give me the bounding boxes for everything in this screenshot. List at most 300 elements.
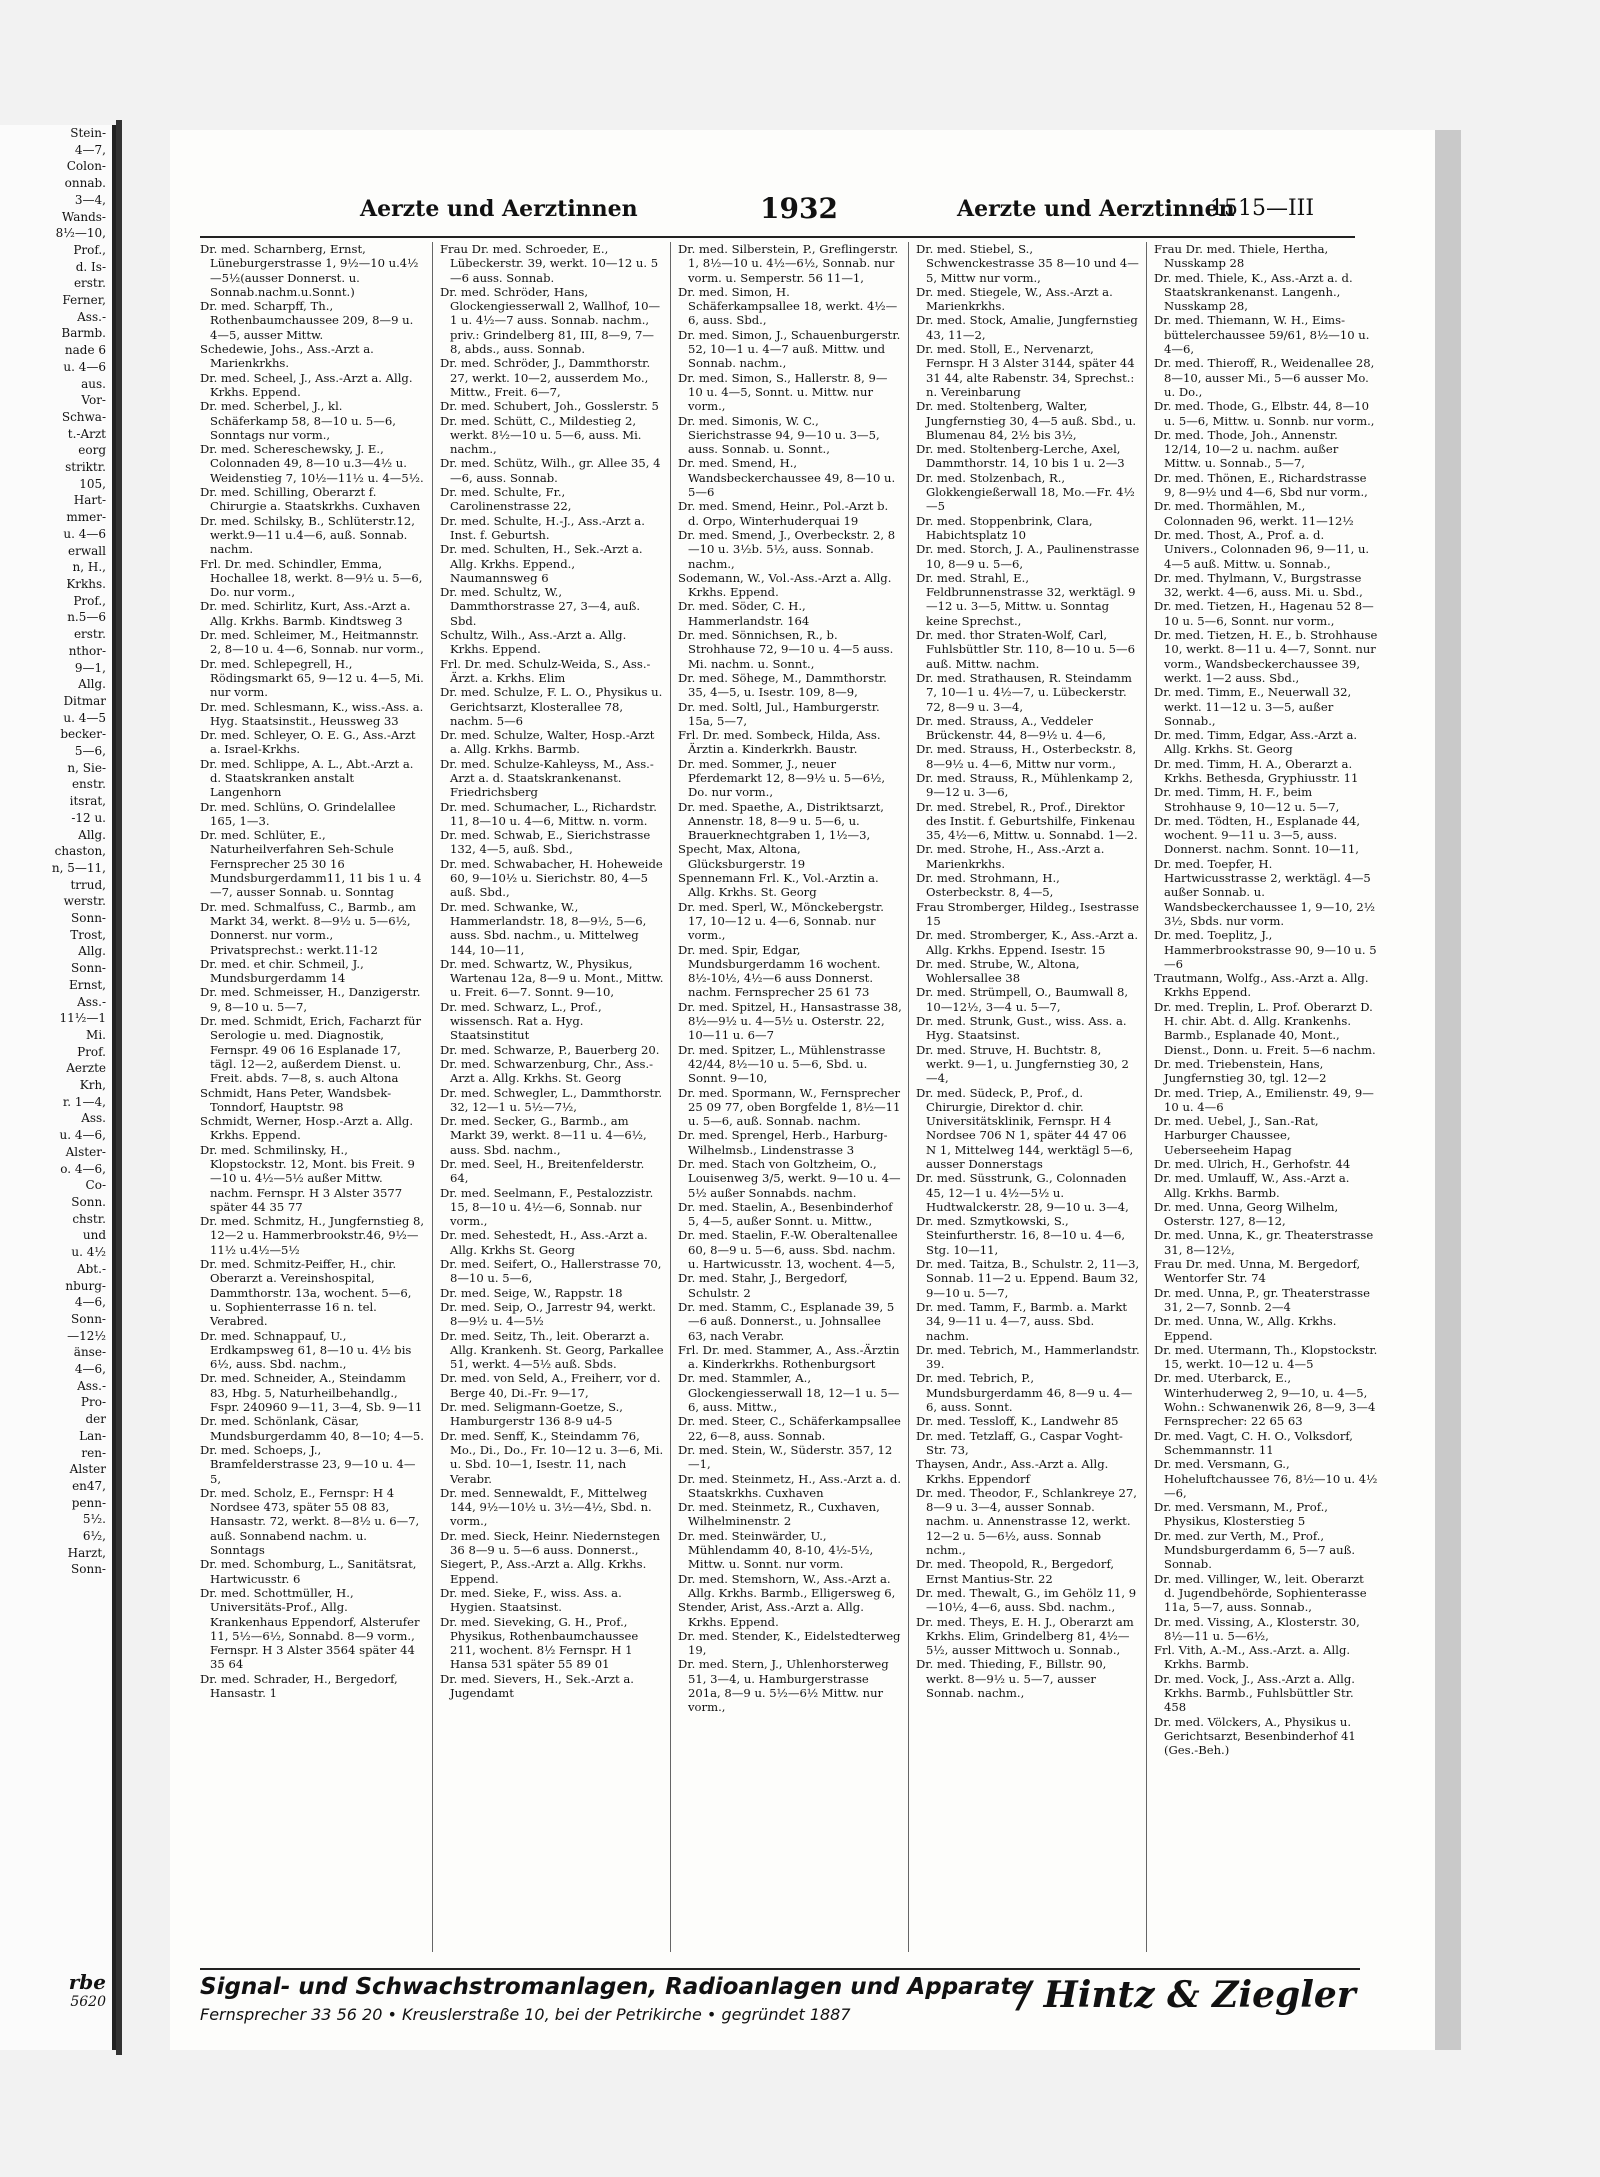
directory-entry: Schedewie, Johs., Ass.-Arzt a. Marienkrkhs. bbox=[200, 342, 374, 371]
directory-entry: Dr. med. Treplin, L. Prof. Oberarzt D. H. chir. Abt. d. Allg. Krankenhs. Barmb., Esplanade 40, Mont., Dienst., Donn. u. Freit. 5—6 nachm. bbox=[1154, 999, 1376, 1057]
directory-entry: Dr. med. Thode, Joh., Annenstr. 12/14, 10—2 u. nachm. außer Mittw. u. Sonnab., 5—7, bbox=[1154, 427, 1339, 471]
left-page-line: Ass.- bbox=[77, 309, 106, 324]
left-page-line: n, Sie- bbox=[67, 760, 106, 775]
directory-entry: Dr. med. Tietzen, H. E., b. Strohhause 10, werkt. 8—11 u. 4—7, Sonnt. nur vorm., Wandsbeckerchaussee 39, werkt. 1—2 auss. Sbd., bbox=[1154, 628, 1378, 685]
directory-entry: Frau Dr. med. Unna, M. Bergedorf, Wentorfer Str. 74 bbox=[1154, 1257, 1361, 1286]
directory-entry: Dr. med. Strathausen, R. Steindamm 7, 10—1 u. 4½—7, u. Lübeckerstr. 72, 8—9 u. 3—4, bbox=[916, 670, 1132, 714]
left-page-line: n, 5—11, bbox=[51, 860, 106, 875]
directory-entry: Dr. med. Thieding, F., Billstr. 90, werkt. 8—9½ u. 5—7, ausser Sonnab. nachm., bbox=[916, 1657, 1107, 1700]
left-page-line: onnab. bbox=[64, 176, 106, 191]
left-page-line: itsrat, bbox=[69, 794, 106, 809]
left-page-line: Krh, bbox=[79, 1078, 106, 1093]
directory-entry: Dr. med. Strahl, E., Feldbrunnenstrasse 32, werktägl. 9—12 u. 3—5, Mittw. u. Sonntag keine Sprechst., bbox=[916, 570, 1136, 628]
directory-entry: Dr. med. Schröder, J., Dammthorstr. 27, werkt. 10—2, ausserdem Mo., Mittw., Freit. 6—7, bbox=[440, 356, 651, 399]
directory-entry: Dr. med. von Seld, A., Freiherr, vor d. Berge 40, Di.-Fr. 9—17, bbox=[440, 1371, 661, 1400]
left-page-line: -12 u. bbox=[71, 810, 106, 825]
directory-entry: Dr. med. Triebenstein, Hans, Jungfernstieg 30, tgl. 12—2 bbox=[1154, 1056, 1327, 1086]
directory-entry: Dr. med. Schulze, F. L. O., Physikus u. Gerichtsarzt, Klosterallee 78, nachm. 5—6 bbox=[440, 685, 663, 728]
directory-entry: Dr. med. Umlauff, W., Ass.-Arzt a. Allg. Krkhs. Barmb. bbox=[1154, 1171, 1350, 1200]
directory-entry: Dr. med. Süsstrunk, G., Colonnaden 45, 12—1 u. 4½—5½ u. Hudtwalckerstr. 28, 9—10 u. 3—4, bbox=[916, 1171, 1129, 1214]
directory-entry: Dr. med. Schultz, W., Dammthorstrasse 27, 3—4, auß. Sbd. bbox=[440, 585, 641, 628]
left-page-line: u. 4—6 bbox=[63, 359, 106, 374]
directory-entry: Dr. med. Sievers, H., Sek.-Arzt a. Jugendamt bbox=[440, 1671, 634, 1700]
directory-entry: Dr. med. Sperl, W., Mönckebergstr. 17, 10—12 u. 4—6, Sonnab. nur vorm., bbox=[678, 899, 884, 943]
directory-entry: Dr. med. zur Verth, M., Prof., Mundsburgerdamm 6, 5—7 auß. Sonnab. bbox=[1154, 1528, 1356, 1572]
left-page-line: en47, bbox=[72, 1478, 106, 1493]
directory-entry: Dr. med. Thewalt, G., im Gehölz 11, 9—10½, 4—6, auss. Sbd. nachm., bbox=[916, 1585, 1137, 1615]
left-page-fragment bbox=[0, 125, 116, 2050]
directory-entry: Dr. med. Scharnberg, Ernst, Lüneburgerstrasse 1, 9½—10 u.4½—5½(ausser Donnerst. u. Sonnab.nachm.u.Sonnt.) bbox=[200, 242, 419, 299]
directory-entry: Dr. med. Schmeisser, H., Danzigerstr. 9, 8—10 u. 5—7, bbox=[200, 985, 421, 1014]
directory-entry: Dr. med. Thiele, K., Ass.-Arzt a. d. Staatskrankenanst. Langenh., Nusskamp 28, bbox=[1154, 270, 1353, 314]
directory-entry: Dr. med. Secker, G., Barmb., am Markt 39, werkt. 8—11 u. 4—6½, auss. Sbd. nachm., bbox=[440, 1114, 647, 1157]
directory-entry: Dr. med. Söder, C. H., Hammerlandstr. 164 bbox=[678, 599, 810, 628]
directory-entry: Dr. med. Thieroff, R., Weidenallee 28, 8—10, ausser Mi., 5—6 ausser Mo. u. Do., bbox=[1154, 356, 1375, 399]
left-page-line: Lan- bbox=[79, 1428, 106, 1443]
directory-entry: Dr. med. Simon, J., Schauenburgerstr. 52, 10—1 u. 4—7 auß. Mittw. und Sonnab. nachm., bbox=[678, 327, 901, 371]
directory-entry: Dr. med. Tamm, F., Barmb. a. Markt 34, 9—11 u. 4—7, auss. Sbd. nachm. bbox=[916, 1299, 1128, 1343]
left-page-line: der bbox=[85, 1412, 106, 1427]
directory-entry: Dr. med. Strunk, Gust., wiss. Ass. a. Hyg. Staatsinst. bbox=[916, 1014, 1127, 1043]
ad-contact-line: Fernsprecher 33 56 20 • Kreuslerstraße 10, bei der Petrikirche • gegründet 1887 bbox=[200, 2005, 851, 2024]
left-page-line: änse- bbox=[73, 1345, 106, 1360]
column-divider bbox=[432, 242, 433, 1952]
directory-entry: Dr. med. Silberstein, P., Greflingerstr. 1, 8½—10 u. 4½—6½, Sonnab. nur vorm. u. Semperstr. 56 11—1, bbox=[678, 242, 899, 285]
directory-entry: Dr. med. Stender, K., Eidelstedterweg 19, bbox=[678, 1628, 901, 1658]
directory-entry: Dr. med. Thode, G., Elbstr. 44, 8—10 u. 5—6, Mittw. u. Sonnb. nur vorm., bbox=[1154, 399, 1375, 428]
directory-entry: Dr. med. Sommer, J., neuer Pferdemarkt 12, 8—9½ u. 5—6½, Do. nur vorm., bbox=[678, 756, 886, 800]
left-page-line: Sonn- bbox=[71, 961, 106, 976]
directory-entry: Dr. med. Timm, E., Neuerwall 32, werkt. 11—12 u. 3—5, außer Sonnab., bbox=[1154, 685, 1352, 728]
directory-entry: Dr. med. Schmidt, Erich, Facharzt für Serologie u. med. Diagnostik, Fernspr. 49 06 16 Esplanade 17, tägl. 12—2, außerdem Dienst. u. Freit. abds. 7—8, s. auch Altona bbox=[200, 1014, 422, 1086]
directory-entry: Dr. med. Schirlitz, Kurt, Ass.-Arzt a. Allg. Krkhs. Barmb. Kindtsweg 3 bbox=[200, 599, 411, 628]
directory-entry: Dr. med. Völckers, A., Physikus u. Gerichtsarzt, Besenbinderhof 41 (Ges.-Beh.) bbox=[1154, 1714, 1356, 1758]
left-page-line: enstr. bbox=[71, 777, 106, 792]
directory-entry: Dr. med. Spitzel, H., Hansastrasse 38, 8½—9½ u. 4—5½ u. Osterstr. 22, 10—11 u. 6—7 bbox=[678, 999, 902, 1043]
directory-entry: Dr. med. Taitza, B., Schulstr. 2, 11—3, Sonnab. 11—2 u. Eppend. Baum 32, 9—10 u. 5—7, bbox=[916, 1257, 1140, 1300]
directory-entry: Dr. med. Thormählen, M., Colonnaden 96, werkt. 11—12½ bbox=[1154, 499, 1354, 528]
left-page-line: und bbox=[82, 1228, 106, 1243]
directory-entry: Dr. med. Schwab, E., Sierichstrasse 132, 4—5, auß. Sbd., bbox=[440, 828, 651, 857]
column-1 bbox=[200, 242, 424, 1957]
left-page-line: Ferner, bbox=[62, 293, 106, 308]
column-3 bbox=[678, 242, 902, 1957]
directory-entry: Dr. med. Tebrich, P., Mundsburgerdamm 46, 8—9 u. 4—6, auss. Sonnt. bbox=[916, 1371, 1133, 1415]
directory-entry: Dr. med. Sprengel, Herb., Harburg-Wilhelmsb., Lindenstrasse 3 bbox=[678, 1128, 888, 1157]
directory-entry: Dr. med. Unna, Georg Wilhelm, Osterstr. 127, 8—12, bbox=[1154, 1199, 1339, 1229]
left-page-line: Stein- bbox=[70, 126, 106, 140]
directory-entry: Dr. med. Sehestedt, H., Ass.-Arzt a. Allg. Krkhs St. Georg bbox=[440, 1228, 648, 1257]
directory-entry: Dr. med. Schilling, Oberarzt f. Chirurgie a. Staatskrkhs. Cuxhaven bbox=[200, 485, 421, 514]
directory-entry: Dr. med. Sennewaldt, F., Mittelweg 144, 9½—10½ u. 3½—4½, Sbd. n. vorm., bbox=[440, 1485, 652, 1529]
directory-entry: Dr. med. Stock, Amalie, Jungfernstieg 43, 11—2, bbox=[916, 313, 1138, 342]
directory-entry: Dr. med. Versmann, M., Prof., Physikus, Klosterstieg 5 bbox=[1154, 1500, 1328, 1529]
directory-entry: Dr. med. Schulze-Kahleyss, M., Ass.-Arzt a. d. Staatskrankenanst. Friedrichsberg bbox=[440, 756, 654, 800]
directory-entry: Dr. med. Strohmann, H., Osterbeckstr. 8, 4—5, bbox=[916, 871, 1060, 900]
left-page-line: nthor- bbox=[68, 643, 106, 658]
left-page-line: u. 4—6 bbox=[63, 526, 106, 541]
directory-entry: Dr. med. Staelin, A., Besenbinderhof 5, 4—5, außer Sonnt. u. Mittw., bbox=[678, 1199, 893, 1229]
directory-entry: Dr. med. Stoltenberg-Lerche, Axel, Dammthorstr. 14, 10 bis 1 u. 2—3 bbox=[916, 442, 1125, 471]
directory-entry: Dr. med. Smend, J., Overbeckstr. 2, 8—10 u. 3½b. 5½, auss. Sonnab. nachm., bbox=[678, 527, 896, 571]
left-page-line: nade 6 bbox=[64, 343, 106, 358]
left-page-line: 9—1, bbox=[74, 660, 106, 675]
directory-entry: Dr. med. Schwabacher, H. Hoheweide 60, 9—10½ u. Sierichstr. 80, 4—5 auß. Sbd., bbox=[440, 856, 663, 900]
directory-entry: Dr. med. Sieke, F., wiss. Ass. a. Hygien. Staatsinst. bbox=[440, 1585, 622, 1615]
directory-entry: Dr. med. Schwegler, L., Dammthorstr. 32, 12—1 u. 5½—7½, bbox=[440, 1085, 663, 1114]
directory-entry: Dr. med. Schütt, C., Mildestieg 2, werkt. 8½—10 u. 5—6, auss. Mi. nachm., bbox=[440, 413, 642, 457]
directory-entry: Dr. med. Unna, P., gr. Theaterstrasse 31, 2—7, Sonnb. 2—4 bbox=[1154, 1285, 1370, 1314]
directory-entry: Dr. med. Schrader, H., Bergedorf, Hansastr. 1 bbox=[200, 1671, 398, 1700]
directory-entry: Dr. med. Schomburg, L., Sanitätsrat, Hartwicusstr. 6 bbox=[200, 1557, 417, 1586]
directory-entry: Dr. med. Theodor, F., Schlankreye 27, 8—9 u. 3—4, ausser Sonnab. nachm. u. Annenstrasse 12, werkt. 12—2 u. 5—6½, auss. Sonnab nchm., bbox=[916, 1485, 1137, 1558]
left-page-line: 4—6, bbox=[74, 1295, 106, 1310]
directory-entry: Dr. med. Strauss, A., Veddeler Brückenstr. 44, 8—9½ u. 4—6, bbox=[916, 713, 1106, 743]
directory-entry: Dr. med. Stoltenberg, Walter, Jungfernstieg 30, 4—5 auß. Sbd., u. Blumenau 84, 2½ bis 3½, bbox=[916, 399, 1137, 442]
left-page-footer bbox=[0, 1970, 112, 2010]
directory-entry: Dr. med. Tietzen, H., Hagenau 52 8—10 u. 5—6, Sonnt. nur vorm., bbox=[1154, 599, 1374, 628]
left-page-line: striktr. bbox=[65, 460, 106, 475]
left-page-line: 5—6, bbox=[74, 744, 106, 759]
directory-entry: Dr. med. Versmann, G., Hoheluftchaussee 76, 8½—10 u. 4½—6, bbox=[1154, 1457, 1378, 1500]
directory-entry: Dr. med. Seelmann, F., Pestalozzistr. 15, 8—10 u. 4½—6, Sonnab. nur vorm., bbox=[440, 1185, 654, 1229]
left-page-line: Alster- bbox=[65, 1144, 106, 1159]
header-left-title: Aerzte und Aerztinnen bbox=[360, 196, 638, 222]
directory-entry: Dr. med. Scherbel, J., kl. Schäferkamp 58, 8—10 u. 5—6, Sonntags nur vorm., bbox=[200, 399, 396, 442]
directory-entry: Dr. med. Seitz, Th., leit. Oberarzt a. Allg. Krankenh. St. Georg, Parkallee 51, werkt. 4—5½ auß. Sbds. bbox=[440, 1328, 664, 1372]
left-page-line: u. 4—6, bbox=[59, 1128, 106, 1143]
directory-entry: Dr. med. Schereschewsky, J. E., Colonnaden 49, 8—10 u.3—4½ u. Weidenstieg 7, 10½—11½ u. 4—5½. bbox=[200, 442, 424, 485]
left-page-line: Hart- bbox=[73, 493, 106, 508]
directory-entry: Dr. med. Senff, K., Steindamm 76, Mo., Di., Do., Fr. 10—12 u. 3—6, Mi. u. Sbd. 10—1, Isestr. 11, nach Verabr. bbox=[440, 1428, 664, 1486]
page-edge bbox=[1435, 130, 1461, 2050]
directory-entry: Dr. med. Uebel, J., San.-Rat, Harburger Chaussee, Ueberseeheim Hapag bbox=[1154, 1114, 1319, 1157]
directory-entry: Dr. med. Stromberger, K., Ass.-Arzt a. Allg. Krkhs. Eppend. Isestr. 15 bbox=[916, 928, 1139, 957]
left-page-line: mmer- bbox=[66, 510, 106, 525]
directory-entry: Dr. med. Timm, H. F., beim Strohhause 9, 10—12 u. 5—7, bbox=[1154, 785, 1340, 814]
left-page-line: Barmb. bbox=[61, 326, 106, 341]
column-divider bbox=[908, 242, 909, 1952]
directory-entry: Dr. med. Sieck, Heinr. Niedernstegen 36 8—9 u. 5—6 auss. Donnerst., bbox=[440, 1528, 660, 1558]
directory-entry: Dr. med. Strauss, R., Mühlenkamp 2, 9—12 u. 3—6, bbox=[916, 770, 1134, 800]
directory-entry: Dr. med. Tessloff, K., Landwehr 85 bbox=[916, 1414, 1119, 1429]
directory-entry: Dr. med. Steinmetz, R., Cuxhaven, Wilhelminenstr. 2 bbox=[678, 1500, 880, 1529]
left-page-line: penn- bbox=[71, 1495, 106, 1510]
directory-entry: Dr. med. Stammler, A., Glockengiesserwall 18, 12—1 u. 5—6, auss. Mittw., bbox=[678, 1371, 900, 1415]
left-page-line: Vor- bbox=[81, 393, 106, 408]
directory-entry: Dr. med. Tetzlaff, G., Caspar Voght-Str. 73, bbox=[916, 1428, 1123, 1457]
ad-headline: Signal- und Schwachstromanlagen, Radioanlagen und Apparate bbox=[200, 1974, 1028, 2000]
directory-entry: Dr. med. Strümpell, O., Baumwall 8, 10—12½, 3—4 u. 5—7, bbox=[916, 985, 1129, 1014]
left-page-line: erwall bbox=[68, 543, 106, 558]
directory-entry: Dr. med. Stahr, J., Bergedorf, Schulstr. 2 bbox=[678, 1271, 848, 1300]
left-page-line: u. 4—5 bbox=[63, 710, 106, 725]
directory-entry: Dr. med. Unna, K., gr. Theaterstrasse 31, 8—12½, bbox=[1154, 1228, 1374, 1257]
directory-entry: Dr. med. Scharpff, Th., Rothenbaumchaussee 209, 8—9 u. 4—5, ausser Mittw. bbox=[200, 299, 414, 342]
directory-entry: Dr. med. Schleimer, M., Heitmannstr. 2, 8—10 u. 4—6, Sonnab. nur vorm., bbox=[200, 628, 424, 657]
left-page-line: 105, bbox=[79, 476, 106, 491]
left-page-line: Colon- bbox=[66, 159, 106, 174]
left-page-line: Sonn- bbox=[71, 1562, 106, 1577]
left-page-line: Trost, bbox=[70, 927, 106, 942]
directory-entry: Dr. med. Seel, H., Breitenfelderstr. 64, bbox=[440, 1157, 645, 1186]
directory-entry: Dr. med. Schilsky, B., Schlüterstr.12, werkt.9—11 u.4—6, auß. Sonnab. nachm. bbox=[200, 513, 415, 557]
directory-entry: Dr. med. Schleyer, O. E. G., Ass.-Arzt a. Israel-Krkhs. bbox=[200, 728, 416, 757]
left-page-line: ren- bbox=[81, 1445, 106, 1460]
left-page-line: Sonn. bbox=[71, 1195, 106, 1209]
left-page-line: aus. bbox=[81, 376, 106, 391]
left-page-line: 3—4, bbox=[74, 192, 106, 207]
directory-columns bbox=[200, 242, 1378, 1957]
directory-entry: Dr. med. Sieveking, G. H., Prof., Physikus, Rothenbaumchaussee 211, wochent. 8½ Fernspr. H 1 Hansa 531 später 55 89 01 bbox=[440, 1614, 639, 1672]
directory-entry: Dr. med. Schneider, A., Steindamm 83, Hbg. 5, Naturheilbehandlg., Fspr. 240960 9—11, 3—4, Sb. 9—11 bbox=[200, 1371, 423, 1415]
left-page-line: 4—7, bbox=[74, 142, 106, 157]
directory-entry: Dr. med. Schlippe, A. L., Abt.-Arzt a. d. Staatskranken anstalt Langenhorn bbox=[200, 756, 414, 800]
directory-entry: Dr. med. Schwanke, W., Hammerlandstr. 18, 8—9½, 5—6, auss. Sbd. nachm., u. Mittelweg 144, 10—11, bbox=[440, 899, 647, 957]
directory-entry: Dr. med. Stach von Goltzheim, O., Louisenweg 3/5, werkt. 9—10 u. 4—5½ außer Sonnabds. nachm. bbox=[678, 1157, 901, 1200]
directory-entry: Dr. med. Schubert, Joh., Gosslerstr. 5 bbox=[440, 399, 659, 414]
left-page-line: Wands- bbox=[61, 209, 106, 224]
directory-entry: Siegert, P., Ass.-Arzt a. Allg. Krkhs. Eppend. bbox=[440, 1557, 647, 1586]
left-page-line: Ass.- bbox=[77, 994, 106, 1009]
directory-entry: Dr. med. Vagt, C. H. O., Volksdorf, Schemmannstr. 11 bbox=[1154, 1428, 1353, 1457]
left-footer-line: 5620 bbox=[70, 1994, 106, 2010]
directory-entry: Frl. Dr. med. Stammer, A., Ass.-Ärztin a. Kinderkrkhs. Rothenburgsort bbox=[678, 1342, 900, 1372]
directory-entry: Dr. med. Seifert, O., Hallerstrasse 70, 8—10 u. 5—6, bbox=[440, 1257, 662, 1286]
left-page-line: Prof. bbox=[77, 1044, 106, 1059]
left-page-line: Prof., bbox=[73, 242, 106, 257]
left-page-line: chstr. bbox=[72, 1211, 106, 1226]
header-page-number: 1515—III bbox=[1210, 196, 1315, 221]
directory-entry: Dr. med. Strauss, H., Osterbeckstr. 8, 8—9½ u. 4—6, Mittw nur vorm., bbox=[916, 742, 1137, 771]
directory-entry: Dr. med. Szmytkowski, S., Steinfurtherstr. 16, 8—10 u. 4—6, Stg. 10—11, bbox=[916, 1214, 1126, 1257]
directory-entry: Dr. med. Tebrich, M., Hammerlandstr. 39. bbox=[916, 1342, 1140, 1372]
footer-advertisement bbox=[200, 1968, 1360, 2030]
left-page-line: Allg. bbox=[78, 944, 106, 959]
directory-entry: Dr. med. Schwarz, L., Prof., wissensch. Rat a. Hyg. Staatsinstitut bbox=[440, 999, 602, 1043]
directory-entry: Schultz, Wilh., Ass.-Arzt a. Allg. Krkhs. Eppend. bbox=[440, 628, 627, 657]
directory-entry: Dr. med. Schlüns, O. Grindelallee 165, 1—3. bbox=[200, 799, 396, 828]
directory-entry: Dr. med. Timm, H. A., Oberarzt a. Krkhs. Bethesda, Gryphiusstr. 11 bbox=[1154, 756, 1359, 785]
column-5 bbox=[1154, 242, 1378, 1957]
directory-entry: Dr. med. Schlüter, E., Naturheilverfahren Seh-Schule Fernsprecher 25 30 16 Mundsburgerdamm11, 11 bis 1 u. 4—7, ausser Sonnab. u. Sonntag bbox=[200, 828, 422, 900]
directory-entry: Schmidt, Hans Peter, Wandsbek-Tonndorf, Hauptstr. 98 bbox=[200, 1085, 392, 1114]
directory-entry: Dr. med. Theopold, R., Bergedorf, Ernst Mantius-Str. 22 bbox=[916, 1557, 1115, 1586]
directory-entry: Dr. med. Südeck, P., Prof., d. Chirurgie, Direktor d. chir. Universitätsklinik, Fernspr. H 4 Nordsee 706 N 1, später 44 47 06 N 1, Mittelweg 144, werktägl 5—6, ausser Donnerstags bbox=[916, 1085, 1134, 1171]
directory-entry: Dr. med. Stiegele, W., Ass.-Arzt a. Marienkrkhs. bbox=[916, 284, 1113, 314]
directory-entry: Frl. Dr. med. Schindler, Emma, Hochallee 18, werkt. 8—9½ u. 5—6, Do. nur vorm., bbox=[200, 556, 423, 600]
left-page-line: u. 4½ bbox=[71, 1245, 106, 1260]
directory-entry: Stender, Arist, Ass.-Arzt a. Allg. Krkhs. Eppend. bbox=[678, 1600, 864, 1629]
directory-entry: Dr. med. Spormann, W., Fernsprecher 25 09 77, oben Borgfelde 1, 8½—11 u. 5—6, auß. Sonnab. nachm. bbox=[678, 1085, 901, 1129]
column-2 bbox=[440, 242, 664, 1957]
directory-entry: Frau Dr. med. Schroeder, E., Lübeckerstr. 39, werkt. 10—12 u. 5—6 auss. Sonnab. bbox=[440, 242, 659, 285]
left-page-line: n, H., bbox=[72, 560, 106, 575]
left-page-line: Ditmar bbox=[63, 693, 106, 708]
left-page-line: Sonn- bbox=[71, 1311, 106, 1326]
directory-entry: Dr. med. Schmitz-Peiffer, H., chir. Oberarzt a. Vereinshospital, Dammthorstr. 13a, wochent. 5—6, u. Sophienterrasse 16 n. tel. Verabred. bbox=[200, 1257, 412, 1329]
directory-entry: Dr. med. Strebel, R., Prof., Direktor des Instit. f. Geburtshilfe, Finkenau 35, 4½—6, Mittw. u. Sonnabd. 1—2. bbox=[916, 799, 1138, 843]
left-page-line: —12½ bbox=[67, 1328, 106, 1343]
left-page-line: nburg- bbox=[65, 1278, 106, 1293]
header-right-title: Aerzte und Aerztinnen bbox=[957, 196, 1235, 222]
directory-entry: Dr. med. Spaethe, A., Distriktsarzt, Annenstr. 18, 8—9 u. 5—6, u. Brauerknechtgraben 1, 1½—3, bbox=[678, 799, 884, 843]
directory-entry: Dr. med. Stiebel, S., Schwenckestrasse 35 8—10 und 4—5, Mittw nur vorm., bbox=[916, 242, 1139, 285]
directory-entry: Dr. med. Seligmann-Goetze, S., Hamburgerstr 136 8-9 u4-5 bbox=[440, 1400, 623, 1429]
directory-entry: Dr. med. Stern, J., Uhlenhorsterweg 51, 3—4, u. Hamburgerstrasse 201a, 8—9 u. 5½—6½ Mittw. nur vorm., bbox=[678, 1657, 889, 1715]
directory-entry: Spennemann Frl. K., Vol.-Arztin a. Allg. Krkhs. St. Georg bbox=[678, 871, 879, 900]
directory-entry: Dr. med. Vissing, A., Klosterstr. 30, 8½—11 u. 5—6½, bbox=[1154, 1614, 1360, 1643]
left-page-line: erstr. bbox=[73, 627, 106, 642]
left-page-line: Alster bbox=[69, 1462, 106, 1477]
left-page-line: eorg bbox=[78, 443, 106, 458]
directory-entry: Sodemann, W., Vol.-Ass.-Arzt a. Allg. Krkhs. Eppend. bbox=[678, 570, 892, 600]
directory-entry: Frl. Vith, A.-M., Ass.-Arzt. a. Allg. Krkhs. Barmb. bbox=[1154, 1643, 1351, 1672]
left-page-line: Prof., bbox=[73, 593, 106, 608]
directory-entry: Dr. med. Thönen, E., Richardstrasse 9, 8—9½ und 4—6, Sbd nur vorm., bbox=[1154, 470, 1368, 500]
left-page-line: Aerzte bbox=[66, 1061, 106, 1076]
directory-entry: Dr. med. Schlepegrell, H., Rödingsmarkt 65, 9—12 u. 4—5, Mi. nur vorm. bbox=[200, 656, 424, 700]
directory-entry: Dr. med. Villinger, W., leit. Oberarzt d. Jugendbehörde, Sophienterasse 11a, 5—7, auss. Sonnab., bbox=[1154, 1571, 1367, 1615]
directory-entry: Dr. med. thor Straten-Wolf, Carl, Fuhlsbüttler Str. 110, 8—10 u. 5—6 auß. Mittw. nachm. bbox=[916, 628, 1135, 671]
directory-entry: Dr. med. Struve, H. Buchtstr. 8, werkt. 9—1, u. Jungfernstieg 30, 2—4, bbox=[916, 1042, 1129, 1086]
directory-entry: Dr. med. Schmalfuss, C., Barmb., am Markt 34, werkt. 8—9½ u. 5—6½, Donnerst. nur vorm., Privatsprechst.: werkt.11-12 bbox=[200, 899, 416, 957]
left-page-line: 6½, bbox=[82, 1529, 106, 1544]
left-page-line: 8½—10, bbox=[55, 226, 106, 241]
directory-entry: Dr. med. Smend, H., Wandsbeckerchaussee 49, 8—10 u. 5—6 bbox=[678, 456, 896, 500]
directory-entry: Frau Stromberger, Hildeg., Isestrasse 15 bbox=[916, 899, 1140, 928]
directory-entry: Specht, Max, Altona, Glücksburgerstr. 19 bbox=[678, 842, 806, 871]
directory-entry: Dr. med. Schnappauf, U., Erdkampsweg 61, 8—10 u. 4½ bis 6½, auss. Sbd. nachm., bbox=[200, 1328, 412, 1372]
left-page-line: werstr. bbox=[63, 894, 106, 909]
left-page-line: Krkhs. bbox=[66, 576, 106, 591]
directory-entry: Dr. med. Simonis, W. C., Sierichstrasse 94, 9—10 u. 3—5, auss. Sonnab. u. Sonnt., bbox=[678, 413, 880, 457]
directory-entry: Dr. med. Triep, A., Emilienstr. 49, 9—10 u. 4—6 bbox=[1154, 1085, 1374, 1114]
directory-entry: Dr. med. Scheel, J., Ass.-Arzt a. Allg. Krkhs. Eppend. bbox=[200, 370, 413, 399]
directory-entry: Dr. med. Toepfer, H. Hartwicusstrasse 2, werktägl. 4—5 außer Sonnab. u. Wandsbeckerchaussee 1, 9—10, 2½ 3½, Sbds. nur vorm. bbox=[1154, 856, 1375, 928]
directory-entry: Dr. med. Tödten, H., Esplanade 44, wochent. 9—11 u. 3—5, auss. Donnerst. nachm. Sonnt. 10—11, bbox=[1154, 813, 1361, 857]
ad-brand-name: / Hintz & Ziegler bbox=[1018, 1974, 1356, 2016]
left-page-line: Sonn- bbox=[71, 911, 106, 926]
directory-entry: Dr. med. Schoeps, J., Bramfelderstrasse 23, 9—10 u. 4—5, bbox=[200, 1442, 416, 1486]
left-page-line: Ernst, bbox=[68, 977, 106, 992]
directory-entry: Dr. med. Soltl, Jul., Hamburgerstr. 15a, 5—7, bbox=[678, 699, 880, 728]
directory-entry: Dr. med. Seige, W., Rappstr. 18 bbox=[440, 1285, 623, 1300]
left-page-line: Schwa- bbox=[61, 409, 106, 424]
left-page-line: Mi. bbox=[86, 1027, 106, 1042]
directory-entry: Dr. med. Schmitz, H., Jungfernstieg 8, 12—2 u. Hammerbrookstr.46, 9½—11½ u.4½—5½ bbox=[200, 1214, 424, 1257]
directory-entry: Dr. med. Schwartz, W., Physikus, Wartenau 12a, 8—9 u. Mont., Mittw. u. Freit. 6—7. Sonnt. 9—10, bbox=[440, 956, 664, 1000]
left-page-line: o. 4—6, bbox=[60, 1161, 106, 1176]
directory-entry: Dr. med. Toeplitz, J., Hammerbrookstrasse 90, 9—10 u. 5—6 bbox=[1154, 928, 1377, 971]
directory-entry: Dr. med. Strube, W., Altona, Wohlersallee 38 bbox=[916, 956, 1080, 986]
directory-entry: Dr. med. Simon, S., Hallerstr. 8, 9—10 u. 4—5, Sonnt. u. Mittw. nur vorm., bbox=[678, 370, 888, 414]
directory-entry: Dr. med. Schlesmann, K., wiss.-Ass. a. Hyg. Staatsinstit., Heussweg 33 bbox=[200, 699, 424, 728]
left-page-line: Harzt, bbox=[67, 1545, 106, 1560]
directory-entry: Dr. med. Schröder, Hans, Glockengiesserwall 2, Wallhof, 10—1 u. 4½—7 auss. Sonnab. nachm., priv.: Grindelberg 81, III, 8—9, 7—8, abds., auss. Sonnab. bbox=[440, 284, 661, 357]
left-footer-line: rbe bbox=[68, 1970, 106, 1994]
directory-entry: Dr. med. Simon, H. Schäferkampsallee 18, werkt. 4½—6, auss. Sbd., bbox=[678, 284, 898, 328]
left-page-line: erstr. bbox=[73, 276, 106, 291]
directory-entry: Dr. med. Spir, Edgar, Mundsburgerdamm 16 wochent. 8½-10½, 4½—6 auss Donnerst. nachm. Fernsprecher 25 61 73 bbox=[678, 942, 881, 1000]
directory-entry: Dr. med. Stein, W., Süderstr. 357, 12—1, bbox=[678, 1442, 893, 1472]
directory-entry: Dr. med. Schütz, Wilh., gr. Allee 35, 4—6, auss. Sonnab. bbox=[440, 456, 661, 485]
running-header bbox=[200, 192, 1355, 232]
left-page-line: Allg. bbox=[78, 827, 106, 842]
directory-entry: Dr. med. Seip, O., Jarrestr 94, werkt. 8—9½ u. 4—5½ bbox=[440, 1299, 656, 1329]
directory-entry: Dr. med. Schulze, Walter, Hosp.-Arzt a. Allg. Krkhs. Barmb. bbox=[440, 728, 655, 757]
directory-entry: Dr. med. Söhege, M., Dammthorstr. 35, 4—5, u. Isestr. 109, 8—9, bbox=[678, 670, 887, 700]
left-page-line: becker- bbox=[60, 727, 106, 742]
left-page-line: t.-Arzt bbox=[67, 426, 106, 441]
directory-entry: Dr. med. Sönnichsen, R., b. Strohhause 72, 9—10 u. 4—5 auss. Mi. nachm. u. Sonnt., bbox=[678, 628, 894, 671]
left-page-line: trrud, bbox=[70, 877, 106, 892]
book-spine bbox=[116, 120, 122, 2055]
column-divider bbox=[1146, 242, 1147, 1952]
left-page-line: 4—6, bbox=[74, 1362, 106, 1377]
directory-entry: Dr. med. Schumacher, L., Richardstr. 11, 8—10 u. 4—6, Mittw. n. vorm. bbox=[440, 799, 657, 828]
directory-entry: Dr. med. Scholz, E., Fernspr: H 4 Nordsee 473, später 55 08 83, Hansastr. 72, werkt. 8—8½ u. 6—7, auß. Sonnabend nachm. u. Sonntags bbox=[200, 1485, 420, 1558]
directory-entry: Dr. med. Ulrich, H., Gerhofstr. 44 bbox=[1154, 1157, 1351, 1171]
directory-entry: Dr. med. Thylmann, V., Burgstrasse 32, werkt. 4—6, auss. Mi. u. Sbd., bbox=[1154, 570, 1363, 600]
directory-entry: Dr. med. Spitzer, L., Mühlenstrasse 42/44, 8½—10 u. 5—6, Sbd. u. Sonnt. 9—10, bbox=[678, 1042, 886, 1086]
directory-entry: Dr. med. Vock, J., Ass.-Arzt a. Allg. Krkhs. Barmb., Fuhlsbüttler Str. 458 bbox=[1154, 1671, 1355, 1715]
directory-entry: Dr. med. Schmilinsky, H., Klopstockstr. 12, Mont. bis Freit. 9—10 u. 4½—5½ außer Mittw. nachm. Fernspr. H 3 Alster 3577 später 44 35 77 bbox=[200, 1142, 415, 1214]
directory-entry: Dr. med. Steinwärder, U., Mühlendamm 40, 8-10, 4½-5½, Mittw. u. Sonnt. nur vorm. bbox=[678, 1528, 874, 1572]
directory-entry: Dr. med. Unna, W., Allg. Krkhs. Eppend. bbox=[1154, 1314, 1337, 1343]
left-page-line: chaston, bbox=[54, 844, 106, 859]
directory-entry: Dr. med. Utermann, Th., Klopstockstr. 15, werkt. 10—12 u. 4—5 bbox=[1154, 1342, 1378, 1372]
left-page-line: 11½—1 bbox=[59, 1011, 106, 1026]
directory-entry: Frl. Dr. med. Schulz-Weida, S., Ass.-Ärzt. a. Krkhs. Elim bbox=[440, 656, 651, 685]
column-divider bbox=[670, 242, 671, 1952]
directory-entry: Thaysen, Andr., Ass.-Arzt a. Allg. Krkhs. Eppendorf bbox=[916, 1457, 1109, 1486]
column-4 bbox=[916, 242, 1140, 1957]
directory-entry: Dr. med. Smend, Heinr., Pol.-Arzt b. d. Orpo, Winterhuderquai 19 bbox=[678, 499, 889, 528]
left-page-line: Co- bbox=[85, 1178, 106, 1193]
directory-entry: Dr. med. Storch, J. A., Paulinenstrasse 10, 8—9 u. 5—6, bbox=[916, 542, 1140, 571]
directory-entry: Dr. med. Stoll, E., Nervenarzt, Fernspr. H 3 Alster 3144, später 44 31 44, alte Rabenstr. 34, Sprechst.: n. Vereinbarung bbox=[916, 342, 1135, 399]
left-page-line: d. Is- bbox=[75, 259, 106, 274]
directory-entry: Dr. med. Schulte, H.-J., Ass.-Arzt a. Inst. f. Geburtsh. bbox=[440, 513, 645, 542]
left-page-line: n.5—6 bbox=[67, 610, 106, 625]
directory-entry: Dr. med. Steer, C., Schäferkampsallee 22, 6—8, auss. Sonnab. bbox=[678, 1414, 901, 1443]
left-page-line: Ass.- bbox=[77, 1378, 106, 1393]
directory-entry: Dr. med. Stemshorn, W., Ass.-Arzt a. Allg. Krkhs. Barmb., Elligersweg 6, bbox=[678, 1571, 896, 1600]
directory-entry: Dr. med. Schulten, H., Sek.-Arzt a. Allg. Krkhs. Eppend., Naumannsweg 6 bbox=[440, 542, 643, 585]
directory-entry: Dr. med. Schulte, Fr., Carolinenstrasse 22, bbox=[440, 485, 572, 514]
directory-entry: Dr. med. Thost, A., Prof. a. d. Univers., Colonnaden 96, 9—11, u. 4—5 auß. Mittw. u. Sonnab., bbox=[1154, 527, 1370, 571]
directory-entry: Trautmann, Wolfg., Ass.-Arzt a. Allg. Krkhs Eppend. bbox=[1154, 971, 1369, 1000]
directory-entry: Dr. med. Schottmüller, H., Universitäts-Prof., Allg. Krankenhaus Eppendorf, Alsterufer 11, 5½—6½, Sonnabd. 8—9 vorm., Fernspr. H 3 Alster 3564 später 44 35 64 bbox=[200, 1585, 420, 1672]
left-page-line: Allg. bbox=[78, 677, 106, 692]
directory-entry: Dr. med. Schönlank, Cäsar, Mundsburgerdamm 40, 8—10; 4—5. bbox=[200, 1414, 424, 1443]
left-page-line: Ass. bbox=[81, 1111, 106, 1126]
left-page-line: 5½. bbox=[82, 1512, 106, 1527]
directory-entry: Dr. med. Schwarze, P., Bauerberg 20. bbox=[440, 1042, 660, 1057]
directory-entry: Dr. med. Uterbarck, E., Winterhuderweg 2, 9—10, u. 4—5, Wohn.: Schwanenwik 26, 8—9, 3—4 Fernsprecher: 22 65 63 bbox=[1154, 1371, 1376, 1429]
directory-entry: Dr. med. Stamm, C., Esplanade 39, 5—6 auß. Donnerst., u. Johnsallee 63, nach Verabr. bbox=[678, 1299, 895, 1343]
directory-entry: Schmidt, Werner, Hosp.-Arzt a. Allg. Krkhs. Eppend. bbox=[200, 1114, 414, 1143]
header-year: 1932 bbox=[760, 192, 838, 225]
header-rule bbox=[200, 236, 1355, 238]
directory-entry: Dr. med. Stolzenbach, R., Glokkengießerwall 18, Mo.—Fr. 4½—5 bbox=[916, 470, 1135, 514]
left-page-line: Abt.- bbox=[76, 1261, 106, 1276]
directory-entry: Dr. med. Theys, E. H. J., Oberarzt am Krkhs. Elim, Grindelberg 81, 4½—5½, ausser Mittwoch u. Sonnab., bbox=[916, 1614, 1134, 1658]
left-page-line: Pro- bbox=[80, 1395, 106, 1410]
directory-entry: Dr. med. Steinmetz, H., Ass.-Arzt a. d. Staatskrkhs. Cuxhaven bbox=[678, 1471, 902, 1500]
directory-entry: Dr. med. Strohe, H., Ass.-Arzt a. Marienkrkhs. bbox=[916, 842, 1105, 871]
